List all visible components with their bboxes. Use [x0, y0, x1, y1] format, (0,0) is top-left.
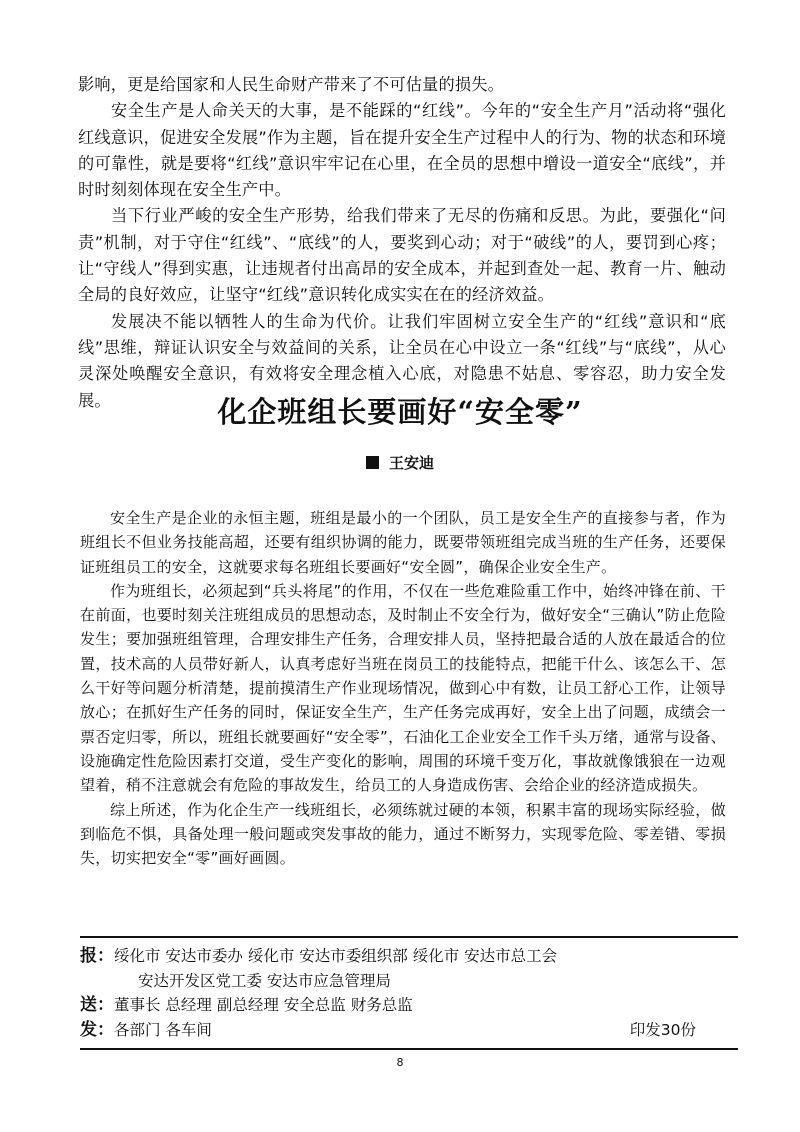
issue-recipients: 各部门 各车间 [114, 1020, 212, 1039]
issue-label: 发： [80, 1019, 114, 1040]
report-recipients: 绥化市 安达市委办 绥化市 安达市委组织部 绥化市 安达市总工会 [114, 947, 558, 965]
paragraph: 影响，更是给国家和人民生命财产带来了不可估量的损失。 [78, 75, 505, 94]
distribution-footer [80, 936, 738, 1050]
paragraph: 安全生产是人命关天的大事，是不能踩的“红线”。今年的“安全生产月”活动将“强化红线意识，促进安全发展”作为主题，旨在提升安全生产过程中人的行为、物的状态和环境的可靠性，就是要将“红线”意识牢牢记在心里，在全员的思想中增设一道安全“底线”，并时时刻刻体现在安全生产中。 [78, 101, 726, 200]
divider [80, 936, 738, 938]
send-label: 送： [80, 995, 114, 1015]
send-recipients: 董事长 总经理 副总经理 安全总监 财务总监 [114, 996, 413, 1014]
author-line [0, 452, 800, 473]
article-continuation [78, 72, 726, 414]
paragraph: 发展决不能以牺牲人的生命为代价。让我们牢固树立安全生产的“红线”意识和“底线”思维，辩证认识安全与效益间的关系，让全员在心中设立一条“红线”与“底线”，从心灵深处唤醒安全意识，有效将安全理念植入心底，对隐患不姑息、零容忍，助力安全发展。 [78, 311, 726, 410]
author-name: 王安迪 [388, 454, 434, 472]
report-row [80, 944, 738, 969]
report-row-continued [80, 969, 738, 994]
square-bullet-icon [366, 456, 379, 469]
article-title: 化企班组长要画好“安全零” [217, 395, 583, 429]
paragraph: 作为班组长，必须起到“兵头将尾”的作用，不仅在一些危难险重工作中，始终冲锋在前、干在前面，也要时刻关注班组成员的思想动态，及时制止不安全行为，做好安全“三确认”防止危险发生；要加强班组管理，合理安排生产任务，合理安排人员，坚持把最合适的人放在最适合的位置，技术高的人员带好新人，认真考虑好当班在岗员工的技能特点，把能干什么、该怎么干、怎么干好等问题分析清楚，提前摸清生产作业现场情况，做到心中有数，让员工舒心工作，让领导放心；在抓好生产任务的同时，保证安全生产，生产任务完成再好，安全上出了问题，成绩会一票否定归零，所以，班组长就要画好“安全零”，石油化工企业安全工作千头万绪，通常与设备、设施确定性危险因素打交道，受生产变化的影响，周围的环境千变万化，事故就像饿狼在一边观望着，稍不注意就会有危险的事故发生，给员工的人身造成伤害、会给企业的经济造成损失。 [80, 581, 726, 795]
article-body [80, 506, 726, 870]
divider [80, 1048, 738, 1050]
issue-row [80, 1018, 738, 1043]
paragraph: 综上所述，作为化企生产一线班组长，必须练就过硬的本领，积累丰富的现场实际经验，做到临危不惧，具备处理一般问题或突发事故的能力，通过不断努力，实现零危险、零差错、零损失，切实把安全“零”画好画圆。 [80, 800, 726, 868]
send-row [80, 993, 738, 1018]
page-number: 8 [396, 1056, 404, 1069]
paragraph: 当下行业严峻的安全生产形势，给我们带来了无尽的伤痛和反思。为此，要强化“问责”机制，对于守住“红线”、“底线”的人，要奖到心动；对于“破线”的人，要罚到心疼；让“守线人”得到实惠，让违规者付出高昂的安全成本，并起到查处一起、教育一片、触动全局的良好效应，让坚守“红线”意识转化成实实在在的经济效益。 [78, 206, 726, 305]
report-label: 报： [80, 946, 114, 966]
paragraph: 安全生产是企业的永恒主题，班组是最小的一个团队，员工是安全生产的直接参与者，作为班组长不但业务技能高超，还要有组织协调的能力，既要带领班组完成当班的生产任务，还要保证班组员工的安全，这就要求每名班组长要画好“安全圆”，确保企业安全生产。 [80, 509, 726, 576]
report-recipients-2: 安达开发区党工委 安达市应急管理局 [138, 971, 391, 990]
copies-count: 印发30份 [629, 1020, 696, 1039]
